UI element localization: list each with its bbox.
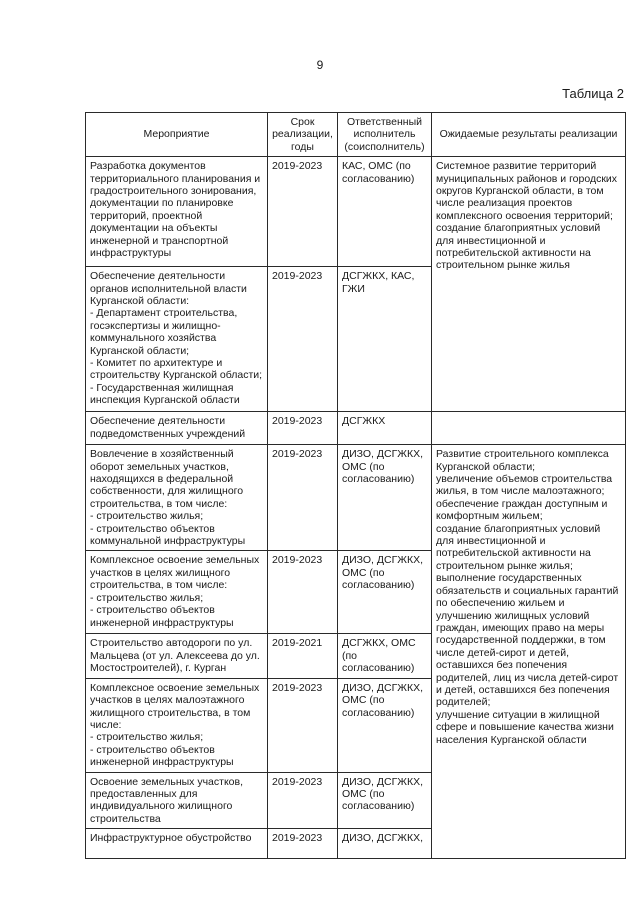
executor-cell: КАС, ОМС (по согласованию) — [338, 157, 432, 267]
term-cell: 2019-2023 — [268, 412, 338, 445]
results-cell: Системное развитие территорий муниципальных районов и городских округов Курганской области, в том числе реализация проектов комплексного освоения территорий; создание благоприятных условий для инвестиционной и потребительской активности на строительном рынке жилья — [432, 157, 626, 412]
executor-cell: ДСГЖКХ, КАС, ГЖИ — [338, 267, 432, 412]
header-measure: Мероприятие — [86, 113, 268, 157]
term-cell: 2019-2023 — [268, 445, 338, 551]
table-row — [86, 157, 626, 267]
executor-cell: ДИЗО, ДСГЖКХ, ОМС (по согласованию) — [338, 551, 432, 634]
measure-cell: Обеспечение деятельности подведомственных учреждений — [86, 412, 268, 445]
measure-cell: Комплексное освоение земельных участков в целях жилищного строительства, в том числе: - строительство жилья; - строительство объектов инженерной инфраструктуры — [86, 551, 268, 634]
measure-cell: Освоение земельных участков, предоставленных для индивидуального жилищного строительства — [86, 772, 268, 829]
measure-cell: Комплексное освоение земельных участков в целях малоэтажного жилищного строительства, в том числе: - строительство жилья; - строительство объектов инженерной инфраструктуры — [86, 678, 268, 772]
table-row — [86, 412, 626, 445]
measure-cell: Разработка документов территориального планирования и градостроительного зонирования, документации по планировке территорий, проектной документации на объекты инженерной и транспортной инфраструктуры — [86, 157, 268, 267]
measure-cell: Обеспечение деятельности органов исполнительной власти Курганской области: - Департамент строительства, госэкспертизы и жилищно-коммунального хозяйства Курганской области; - Комитет по архитектуре и строительству Курганской области; - Государственная жилищная инспекция Курганской области — [86, 267, 268, 412]
term-cell: 2019-2023 — [268, 157, 338, 267]
executor-cell: ДСГЖКХ — [338, 412, 432, 445]
measure-cell: Строительство автодороги по ул. Мальцева (от ул. Алексеева до ул. Мостостроителей), г. Курган — [86, 634, 268, 678]
header-term: Срок реализации, годы — [268, 113, 338, 157]
executor-cell: ДИЗО, ДСГЖКХ, ОМС (по согласованию) — [338, 445, 432, 551]
executor-cell: ДИЗО, ДСГЖКХ, ОМС (по согласованию) — [338, 678, 432, 772]
header-executor: Ответственный исполнитель (соисполнитель) — [338, 113, 432, 157]
table-row — [86, 445, 626, 551]
executor-cell: ДИЗО, ДСГЖКХ, ОМС (по согласованию) — [338, 772, 432, 829]
term-cell: 2019-2023 — [268, 267, 338, 412]
results-cell-empty — [432, 412, 626, 445]
measures-table — [85, 112, 626, 859]
measure-cell: Вовлечение в хозяйственный оборот земельных участков, находящихся в федеральной собственности, для жилищного строительства, в том числе: - строительство жилья; - строительство объектов коммунальной инфраструктуры — [86, 445, 268, 551]
executor-cell: ДСГЖКХ, ОМС (по согласованию) — [338, 634, 432, 678]
term-cell: 2019-2023 — [268, 678, 338, 772]
term-cell: 2019-2023 — [268, 829, 338, 859]
header-results: Ожидаемые результаты реализации — [432, 113, 626, 157]
measure-cell: Инфраструктурное обустройство — [86, 829, 268, 859]
table-header-row — [86, 113, 626, 157]
page-number: 9 — [316, 58, 324, 72]
results-cell: Развитие строительного комплекса Курганской области; увеличение объемов строительства жилья, в том числе малоэтажного; обеспечение граждан доступным и комфортным жильем; создание благоприятных условий для инвестиционной и потребительской активности на строительном рынке жилья; выполнение государственных обязательств и социальных гарантий по обеспечению жильем и улучшению жилищных условий граждан, имеющих право на меры государственной поддержки, в том числе детей-сирот и детей, оставшихся без попечения родителей, лиц из числа детей-сирот и детей, оставшихся без попечения родителей; улучшение ситуации в жилищной сфере и повышение качества жизни населения Курганской области — [432, 445, 626, 859]
term-cell: 2019-2023 — [268, 772, 338, 829]
term-cell: 2019-2021 — [268, 634, 338, 678]
term-cell: 2019-2023 — [268, 551, 338, 634]
executor-cell: ДИЗО, ДСГЖКХ, — [338, 829, 432, 859]
table-label: Таблица 2 — [562, 86, 624, 101]
